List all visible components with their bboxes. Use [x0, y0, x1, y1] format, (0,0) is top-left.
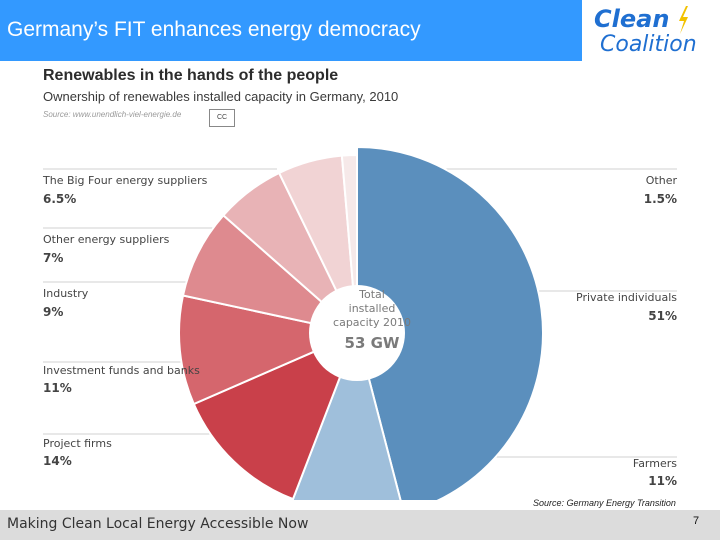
slice-value-label: 6.5% [43, 192, 77, 206]
footer-text: Making Clean Local Energy Accessible Now [7, 516, 309, 532]
center-label-line: installed [348, 302, 396, 315]
chart-source: Source: www.unendlich-viel-energie.de [43, 110, 182, 119]
slice-value-label: 11% [43, 381, 72, 395]
chart-title: Renewables in the hands of the people [43, 67, 339, 84]
slice-label: Other energy suppliers [43, 233, 170, 246]
slice-label: Farmers [632, 457, 677, 470]
chart-panel [37, 62, 714, 500]
center-label-line: Total [359, 288, 385, 301]
slide-title: Germany’s FIT enhances energy democracy [0, 0, 582, 61]
logo-line1: Clean [594, 5, 670, 33]
clean-coalition-logo [588, 4, 716, 60]
slice-label: Other [645, 174, 677, 187]
slice-label: Investment funds and banks [43, 364, 200, 377]
cc-badge-icon: CC [209, 109, 235, 127]
slice-value-label: 11% [648, 474, 677, 488]
slice-value-label: 14% [43, 454, 72, 468]
slice-label: Industry [43, 287, 89, 300]
slice-label: Project firms [43, 437, 112, 450]
pie-chart [37, 62, 714, 500]
center-label-line: capacity 2010 [333, 316, 411, 329]
slice-label: Private individuals [576, 291, 677, 304]
slice-value-label: 51% [648, 309, 677, 323]
chart-credit: Source: Germany Energy Transition [533, 498, 676, 508]
center-label [312, 288, 432, 330]
slice-value-label: 9% [43, 305, 64, 319]
lightning-bolt-icon [676, 6, 690, 34]
slice-value-label: 7% [43, 251, 64, 265]
footer-bar [0, 510, 720, 540]
center-value: 53 GW [344, 334, 400, 352]
chart-subtitle: Ownership of renewables installed capacity in Germany, 2010 [43, 89, 399, 104]
slice-label: The Big Four energy suppliers [43, 174, 208, 187]
logo-line2: Coalition [600, 32, 697, 57]
page-number: 7 [693, 515, 700, 527]
slice-value-label: 1.5% [643, 192, 677, 206]
